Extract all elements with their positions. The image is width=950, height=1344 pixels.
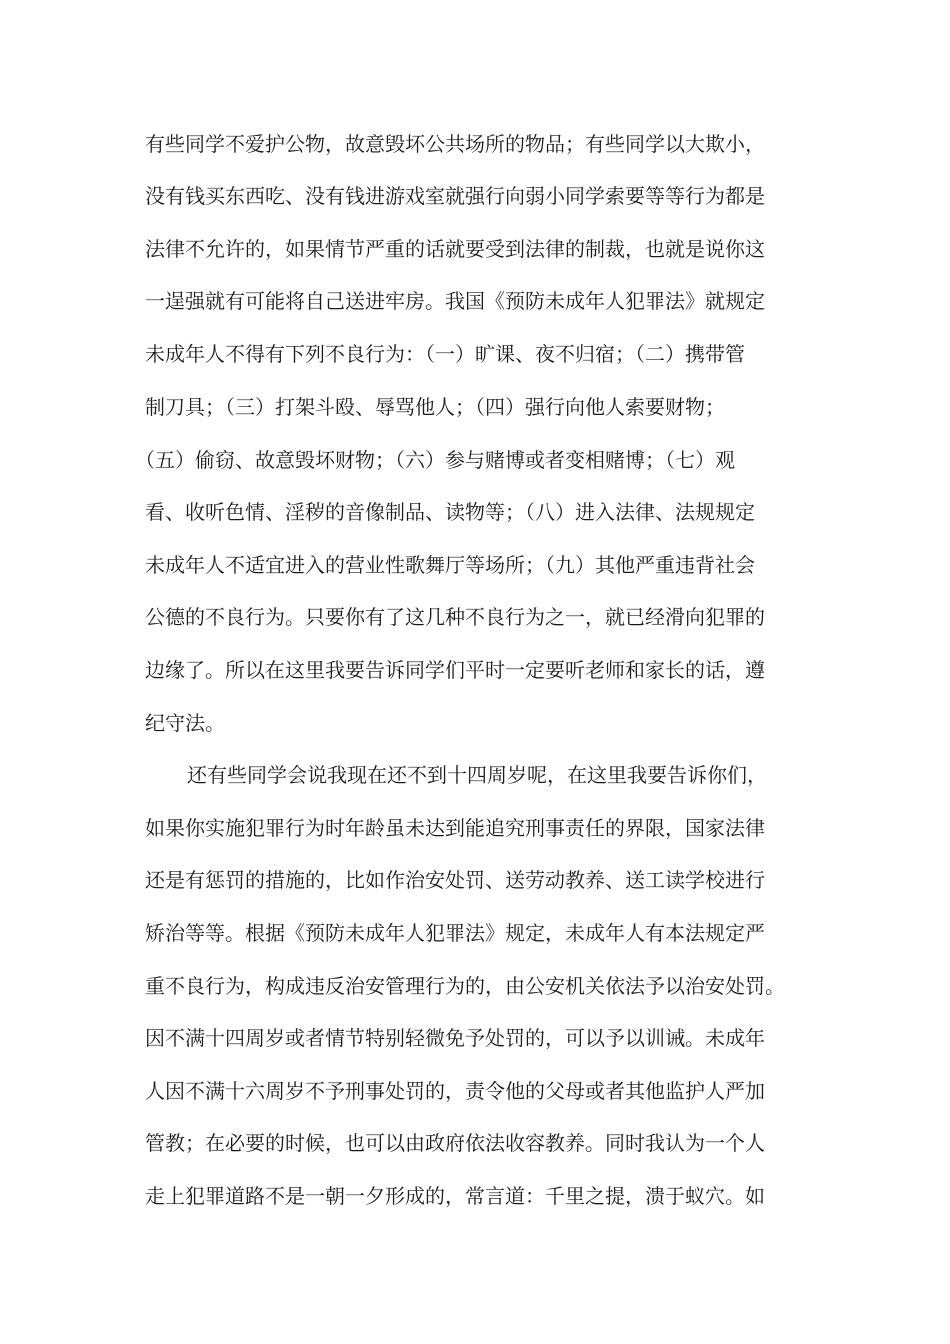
text-line: 矫治等等。根据《预防未成年人犯罪法》规定，未成年人有本法规定严	[145, 921, 765, 945]
text-line: 如果你实施犯罪行为时年龄虽未达到能追究刑事责任的界限，国家法律	[145, 816, 765, 840]
text-line: 法律不允许的，如果情节严重的话就要受到法律的制裁，也就是说你这	[145, 237, 765, 261]
text-line: （五）偷窃、故意毁坏财物；（六）参与赌博或者变相赌博；（七）观	[135, 448, 735, 472]
text-line: 因不满十四周岁或者情节特别轻微免予处罚的，可以予以训诫。未成年	[145, 1026, 765, 1050]
text-line: 人因不满十六周岁不予刑事处罚的，责令他的父母或者其他监护人严加	[145, 1079, 765, 1103]
text-line: 未成年人不得有下列不良行为：（一）旷课、夜不归宿；（二）携带管	[145, 342, 745, 366]
text-line: 未成年人不适宜进入的营业性歌舞厅等场所；（九）其他严重违背社会	[145, 553, 755, 577]
text-line: 公德的不良行为。只要你有了这几种不良行为之一，就已经滑向犯罪的	[145, 605, 765, 629]
text-line: 看、收听色情、淫秽的音像制品、读物等；（八）进入法律、法规规定	[145, 500, 755, 524]
text-line: 走上犯罪道路不是一朝一夕形成的，常言道：千里之提，溃于蚁穴。如	[145, 1184, 765, 1208]
text-line: 边缘了。所以在这里我要告诉同学们平时一定要听老师和家长的话，遵	[145, 658, 765, 682]
text-line: 纪守法。	[145, 711, 225, 735]
text-line: 有些同学不爱护公物，故意毁坏公共场所的物品；有些同学以大欺小，	[145, 132, 765, 156]
paragraph-first-line: 还有些同学会说我现在还不到十四周岁呢，在这里我要告诉你们，	[187, 763, 767, 787]
text-line: 一逞强就有可能将自己送进牢房。我国《预防未成年人犯罪法》就规定	[145, 289, 765, 313]
text-line: 重不良行为，构成违反治安管理行为的，由公安机关依法予以治安处罚。	[145, 974, 785, 998]
text-line: 管教；在必要的时候，也可以由政府依法收容教养。同时我认为一个人	[145, 1131, 765, 1155]
text-line: 制刀具；（三）打架斗殴、辱骂他人；（四）强行向他人索要财物；	[145, 395, 725, 419]
text-line: 没有钱买东西吃、没有钱进游戏室就强行向弱小同学索要等等行为都是	[145, 184, 765, 208]
text-line: 还是有惩罚的措施的，比如作治安处罚、送劳动教养、送工读学校进行	[145, 868, 765, 892]
